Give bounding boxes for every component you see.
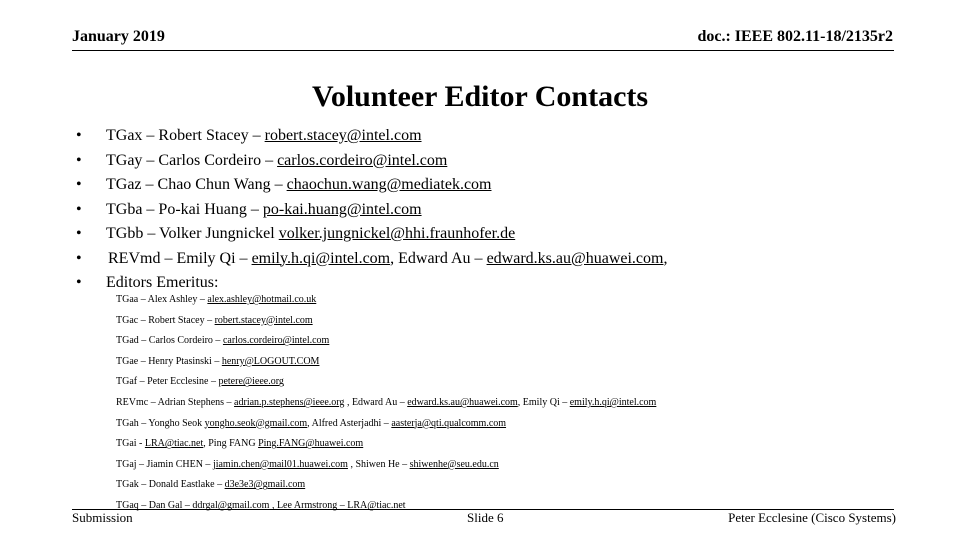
footer-submission: Submission bbox=[72, 510, 133, 525]
email-link[interactable]: robert.stacey@intel.com bbox=[214, 314, 313, 326]
email-link[interactable]: robert.stacey@intel.com bbox=[264, 127, 422, 144]
email-link[interactable]: edward.ks.au@huawei.com bbox=[407, 396, 518, 408]
list-item-tgay: • TGay – Carlos Cordeiro – carlos.cordeiro@intel.com bbox=[76, 149, 896, 174]
email-link[interactable]: yongho.seok@gmail.com bbox=[204, 417, 308, 429]
email-link[interactable]: emily.h.qi@intel.com bbox=[569, 396, 657, 408]
email-link[interactable]: volker.jungnickel@hhi.fraunhofer.de bbox=[278, 225, 516, 242]
emeritus-list bbox=[116, 294, 896, 521]
bullet-icon: • bbox=[76, 200, 82, 218]
list-item: TGaf – Peter Ecclesine – petere@ieee.org bbox=[116, 376, 284, 388]
email-link[interactable]: LRA@tiac.net bbox=[347, 499, 406, 511]
list-item: TGaj – Jiamin CHEN – jiamin.chen@mail01.huawei.com , Shiwen He – shiwenhe@seu.edu.cn bbox=[116, 458, 499, 470]
email-link[interactable]: Ping.FANG@huawei.com bbox=[258, 438, 364, 450]
list-item-editors-emeritus: • Editors Emeritus: bbox=[76, 271, 896, 296]
email-link[interactable]: edward.ks.au@huawei.com bbox=[486, 249, 664, 267]
email-link[interactable]: alex.ashley@hotmail.co.uk bbox=[207, 294, 317, 305]
header-doc-id: doc.: IEEE 802.11-18/2135r2 bbox=[697, 28, 893, 45]
list-item: TGae – Henry Ptasinski – henry@LOGOUT.COM bbox=[116, 355, 320, 367]
email-link[interactable]: LRA@tiac.net bbox=[144, 438, 204, 450]
email-link[interactable]: d3e3e3@gmail.com bbox=[224, 479, 306, 491]
header-rule bbox=[72, 50, 894, 51]
email-link[interactable]: shiwenhe@seu.edu.cn bbox=[409, 458, 499, 470]
bullet-icon: • bbox=[76, 225, 82, 242]
list-item: TGad – Carlos Cordeiro – carlos.cordeiro@intel.com bbox=[116, 335, 330, 347]
slide-title: Volunteer Editor Contacts bbox=[311, 80, 649, 113]
email-link[interactable]: adrian.p.stephens@ieee.org bbox=[234, 396, 345, 408]
email-link[interactable]: emily.h.qi@intel.com bbox=[251, 249, 391, 267]
bullet-icon: • bbox=[76, 176, 82, 193]
header-date: January 2019 bbox=[72, 28, 165, 45]
list-item: REVmc – Adrian Stephens – adrian.p.stephens@ieee.org , Edward Au – edward.ks.au@huawei.com, Emily Qi – emily.h.qi@intel.com bbox=[116, 396, 657, 408]
bullet-icon: • bbox=[76, 249, 82, 267]
bullet-icon: • bbox=[76, 274, 82, 291]
list-item: TGac – Robert Stacey – robert.stacey@intel.com bbox=[116, 314, 313, 326]
email-link[interactable]: ddrgal@gmail.com bbox=[192, 499, 270, 511]
email-link[interactable]: aasterja@qti.qualcomm.com bbox=[391, 417, 507, 429]
email-link[interactable]: henry@LOGOUT.COM bbox=[221, 355, 320, 367]
slide-number: Slide 6 bbox=[467, 510, 504, 525]
list-item: TGaa – Alex Ashley – alex.ashley@hotmail.co.uk bbox=[116, 294, 317, 305]
list-item-tgbb: • TGbb – Volker Jungnickel volker.jungnickel@hhi.fraunhofer.de bbox=[76, 222, 896, 247]
list-item-tgba: • TGba – Po-kai Huang – po-kai.huang@intel.com bbox=[76, 198, 896, 223]
email-link[interactable]: carlos.cordeiro@intel.com bbox=[277, 151, 448, 169]
email-link[interactable]: jiamin.chen@mail01.huawei.com bbox=[212, 458, 348, 470]
list-item-revmd: • REVmd – Emily Qi – emily.h.qi@intel.com, Edward Au – edward.ks.au@huawei.com, bbox=[76, 247, 896, 272]
email-link[interactable]: carlos.cordeiro@intel.com bbox=[222, 335, 330, 347]
list-item: TGai - LRA@tiac.net, Ping FANG Ping.FANG@huawei.com bbox=[116, 438, 364, 450]
list-item-tgax: • TGax – Robert Stacey – robert.stacey@intel.com bbox=[76, 124, 896, 149]
email-link[interactable]: chaochun.wang@mediatek.com bbox=[286, 176, 492, 193]
list-item: TGah – Yongho Seok yongho.seok@gmail.com, Alfred Asterjadhi – aasterja@qti.qualcomm.com bbox=[116, 417, 507, 429]
list-item: TGak – Donald Eastlake – d3e3e3@gmail.com bbox=[116, 479, 306, 491]
list-item: TGaq – Dan Gal – ddrgal@gmail.com , Lee Armstrong – LRA@tiac.net bbox=[116, 499, 406, 511]
bullet-icon: • bbox=[76, 127, 82, 144]
contact-list bbox=[76, 124, 896, 296]
list-item-tgaz: • TGaz – Chao Chun Wang – chaochun.wang@mediatek.com bbox=[76, 173, 896, 198]
email-link[interactable]: po-kai.huang@intel.com bbox=[262, 200, 422, 218]
bullet-icon: • bbox=[76, 151, 82, 169]
footer-author: Peter Ecclesine (Cisco Systems) bbox=[728, 510, 896, 525]
email-link[interactable]: petere@ieee.org bbox=[218, 376, 284, 388]
